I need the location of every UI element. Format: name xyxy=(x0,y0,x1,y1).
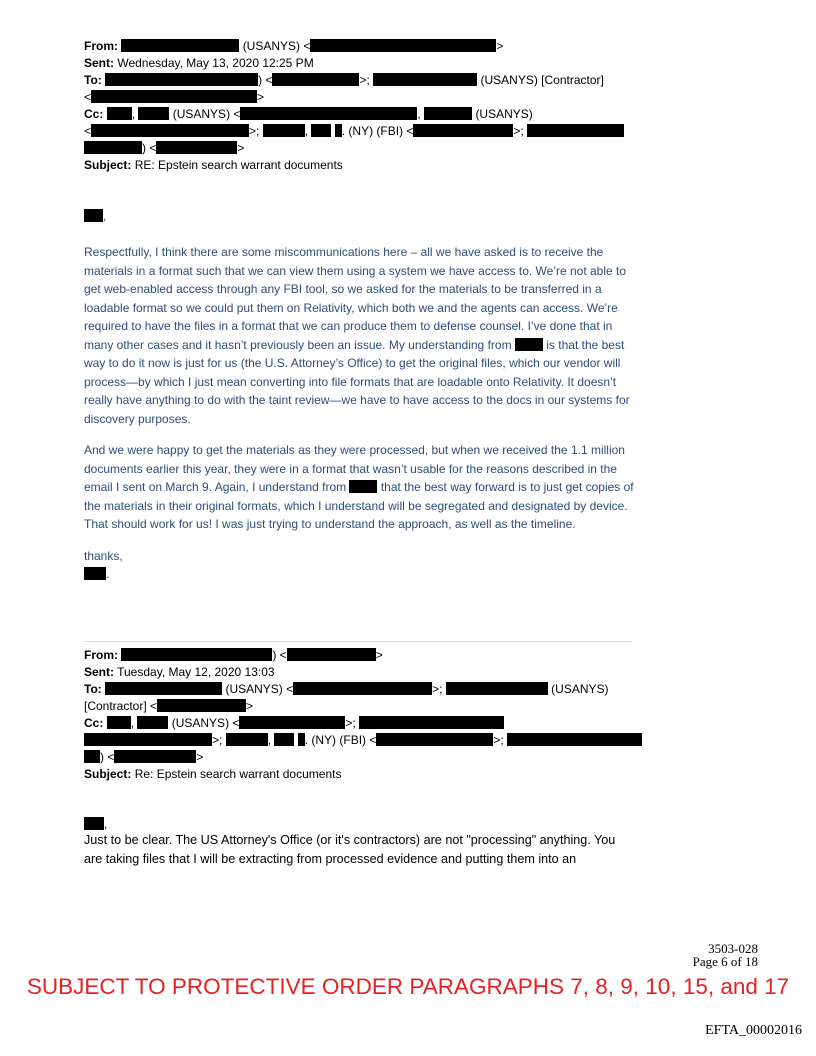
email1-sent-line xyxy=(84,55,314,71)
redaction xyxy=(373,73,477,86)
to-label: To: xyxy=(84,682,102,696)
subject-value: Re: Epstein search warrant documents xyxy=(134,767,342,781)
redaction xyxy=(226,733,268,746)
email2-to-line-2 xyxy=(84,698,253,714)
from-end: > xyxy=(496,39,504,53)
sent-label: Sent: xyxy=(84,665,114,679)
redaction xyxy=(138,107,169,120)
to-text: >; xyxy=(432,682,443,696)
redaction xyxy=(91,124,249,137)
email2-from-line xyxy=(84,647,383,663)
cc-label: Cc: xyxy=(84,716,104,730)
redaction xyxy=(335,124,342,137)
redaction xyxy=(107,716,131,729)
email1-body xyxy=(84,243,644,584)
to-text: > xyxy=(246,699,254,713)
bates-number: EFTA_00002016 xyxy=(705,1023,802,1038)
redaction xyxy=(287,648,376,661)
redaction xyxy=(359,716,504,729)
cc-text: (USANYS) < xyxy=(172,107,241,121)
email2-sent-line xyxy=(84,664,275,680)
from-org: (USANYS) < xyxy=(242,39,311,53)
sent-label: Sent: xyxy=(84,56,114,70)
cc-text: (USANYS) xyxy=(475,107,533,121)
redaction xyxy=(310,39,496,52)
redaction xyxy=(121,648,272,661)
cc-text: , xyxy=(267,733,272,747)
redaction xyxy=(424,107,472,120)
from-label: From: xyxy=(84,39,118,53)
redaction xyxy=(107,107,132,120)
cc-text: , xyxy=(131,107,136,121)
cc-text: >; xyxy=(513,124,524,138)
cc-text: . (NY) (FBI) < xyxy=(304,733,377,747)
to-label: To: xyxy=(84,73,102,87)
email1-cc-line-2 xyxy=(84,123,624,139)
cc-text: ) < xyxy=(142,141,157,155)
email2-cc-line xyxy=(84,715,504,731)
signature-tail: . xyxy=(106,567,110,581)
email2-subject-line xyxy=(84,766,341,782)
redaction xyxy=(84,209,103,222)
cc-text: (USANYS) < xyxy=(171,716,240,730)
email2-paragraph: Just to be clear. The US Attorney's Office (or it's contractors) are not "processing" anything. You are taking files that I will be extracting from processed evidence and putting them into an xyxy=(84,833,616,866)
to-text: < xyxy=(84,90,92,104)
page-number: Page 6 of 18 xyxy=(692,954,758,969)
to-text: ) < xyxy=(258,73,273,87)
redaction xyxy=(446,682,548,695)
email2-cc-line-3 xyxy=(84,749,203,765)
divider xyxy=(84,641,632,642)
redaction xyxy=(121,39,239,52)
greeting-tail: , xyxy=(103,209,107,223)
email2-greeting xyxy=(84,816,107,832)
email2-body xyxy=(84,831,632,881)
cc-text: >; xyxy=(212,733,223,747)
email1-from-line xyxy=(84,38,503,54)
to-text: (USANYS) xyxy=(551,682,609,696)
cc-text: ) < xyxy=(100,750,115,764)
sent-value: Tuesday, May 12, 2020 13:03 xyxy=(117,665,275,679)
email1-to-line xyxy=(84,72,604,88)
email2-cc-line-2 xyxy=(84,732,642,748)
to-text: > xyxy=(257,90,265,104)
redaction xyxy=(84,817,104,830)
email1-paragraph-2 xyxy=(84,441,644,534)
paragraph-text: Respectfully, I think there are some miscommunications here – all we have asked is to receive the materials in a format such that we can view them using a system we have access to. We’re not able to get web-enabled access through any FBI tool, so we asked for the materials to be transferred in a loadable format so we could put them on Relativity, which both we and the agents can access. We’re required to have the files in a format that we can produce them to defense counsel. I’ve done that in many other cases and it hasn’t previously been an issue. My understanding from xyxy=(84,245,627,352)
redaction xyxy=(84,567,106,580)
redaction xyxy=(156,141,237,154)
cc-text: >; xyxy=(345,716,356,730)
redaction xyxy=(293,682,432,695)
cc-text: , xyxy=(417,107,421,121)
redaction xyxy=(263,124,305,137)
cc-text: > xyxy=(237,141,245,155)
sent-value: Wednesday, May 13, 2020 12:25 PM xyxy=(117,56,314,70)
redaction xyxy=(349,480,377,493)
email1-closing xyxy=(84,547,644,584)
cc-text: , xyxy=(304,124,309,138)
redaction xyxy=(114,750,196,763)
to-text: (USANYS) < xyxy=(225,682,294,696)
redaction xyxy=(272,73,359,86)
email2-to-line xyxy=(84,681,609,697)
subject-label: Subject: xyxy=(84,767,132,781)
redaction xyxy=(105,682,222,695)
email1-to-line-2 xyxy=(84,89,264,105)
redaction xyxy=(137,716,168,729)
cc-text: , xyxy=(130,716,135,730)
email1-cc-line-3 xyxy=(84,140,244,156)
redaction xyxy=(157,699,246,712)
paragraph-text: is that the best way to do it now is just for us (the U.S. Attorney’s Office) to get the original files, which our vendor will process—by which I just mean converting into file formats that are loadable onto Relativity. It doesn’t really have anything to do with the taint review—we have to have access to the docs in our systems for discovery purposes. xyxy=(84,337,630,426)
cc-text: >; xyxy=(493,733,504,747)
email1-greeting xyxy=(84,208,106,224)
redaction xyxy=(376,733,493,746)
redaction xyxy=(274,733,294,746)
cc-label: Cc: xyxy=(84,107,104,121)
redaction xyxy=(84,141,142,154)
to-text: [Contractor] < xyxy=(84,699,158,713)
redaction xyxy=(507,733,642,746)
email1-subject-line xyxy=(84,157,343,173)
from-label: From: xyxy=(84,648,118,662)
redaction xyxy=(84,733,212,746)
redaction xyxy=(527,124,624,137)
cc-text: > xyxy=(196,750,204,764)
paragraph-text: And we were happy to get the materials as they were processed, but when we received the 1.1 million documents earlier this year, they were in a format that wasn’t usable for the reasons described in the email I sent on March 9. Again, I understand from xyxy=(84,443,625,494)
email1-cc-line xyxy=(84,106,533,122)
redaction xyxy=(105,73,258,86)
cc-text: >; xyxy=(249,124,260,138)
subject-value: RE: Epstein search warrant documents xyxy=(134,158,343,172)
document-number: 3503-028 xyxy=(708,941,758,956)
redaction xyxy=(239,716,345,729)
greeting-tail: , xyxy=(104,817,108,831)
email1-paragraph-1 xyxy=(84,243,644,428)
subject-label: Subject: xyxy=(84,158,132,172)
redaction xyxy=(84,750,100,763)
to-text: >; xyxy=(359,73,370,87)
redaction xyxy=(311,124,331,137)
from-text: ) < xyxy=(272,648,287,662)
from-text: > xyxy=(375,648,383,662)
to-text: (USANYS) [Contractor] xyxy=(480,73,604,87)
closing-text: thanks, xyxy=(84,548,123,563)
cc-text: < xyxy=(84,124,92,138)
redaction xyxy=(91,90,257,103)
paragraph-text: that the best way forward is to just get copies of the materials in their original formats, which I understand will be segregated and designated by device. That should work for us! I was just trying to understand the approach, as well as the timeline. xyxy=(84,480,634,531)
redaction xyxy=(413,124,513,137)
protective-order-notice: SUBJECT TO PROTECTIVE ORDER PARAGRAPHS 7, 8, 9, 10, 15, and 17 xyxy=(26,974,790,999)
redaction xyxy=(515,338,543,351)
redaction xyxy=(240,107,417,120)
cc-text: . (NY) (FBI) < xyxy=(341,124,414,138)
redaction xyxy=(298,733,305,746)
